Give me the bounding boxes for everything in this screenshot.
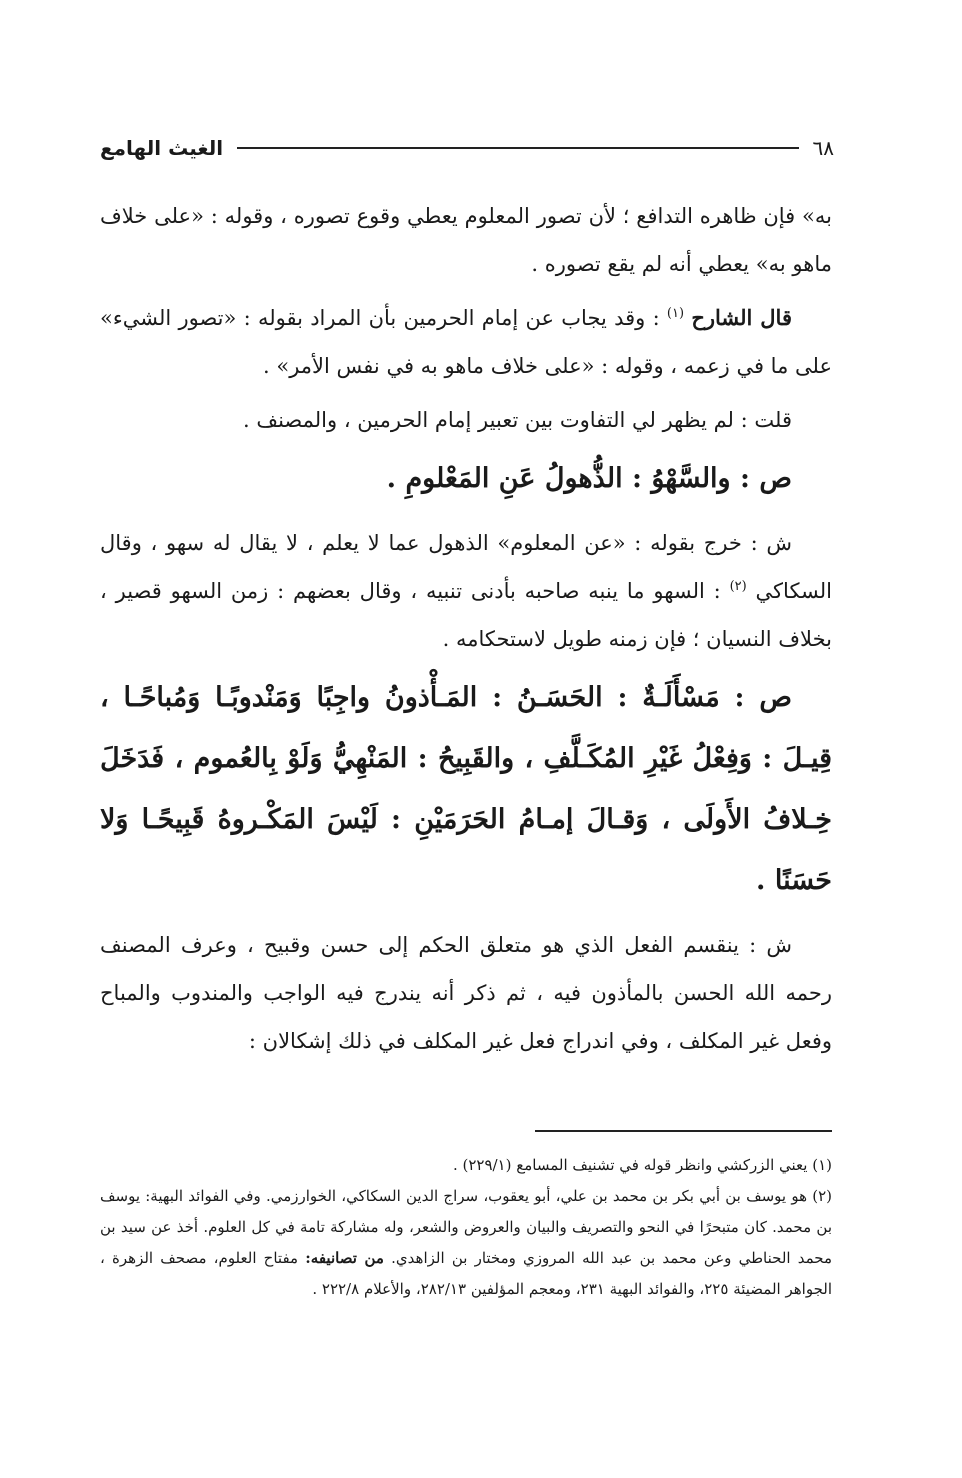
footnote-2-text-b: مفتاح العلوم، مصحف الزهرة ، الجواهر المضيئة ٢٢٥، والفوائد البهية ٢٣١، ومعجم المؤلفين ٢٨٢/١٣، والأعلام ٢٢٢/٨ .	[100, 1249, 832, 1298]
footnote-2	[100, 1181, 832, 1305]
paragraph-2	[100, 294, 832, 390]
matn-masala: ص : مَسْأَلَـةٌ : الحَسَـنُ : المَـأْذونُ واجِبًا وَمَنْدوبًـا وَمُباحًـا ، قِيـلَ : وَفِعْلُ غَيْرِ المُكَـلَّفِ ، والقَبِيحُ : المَنْهِيُّ وَلَوْ بِالعُموم ، فَدَخَلَ خِـلافُ الأَولَى ، وَقـالَ إمـامُ الحَرَمَيْنِ : لَيْسَ المَكْـروهُ قَبِيحًـا وَلا حَسَنًا .	[100, 682, 832, 896]
footnote-2-text-a: (٢) هو يوسف بن أبي بكر بن محمد بن علي، أبو يعقوب، سراج الدين السكاكي، الخوارزمي. وفي الفوائد البهية: يوسف بن محمد. كان متبحرًا في النحو والتصريف والبيان والعروض والشعر، وله مشاركة تامة في كل العلوم. أخذ عن سيد بن محمد الحناطي وعن محمد بن عبد الله المروزي ومختار بن الزاهدي.	[100, 1187, 832, 1267]
matn-sahw: ص : والسَّهْوُ : الذُّهولُ عَنِ المَعْلومِ .	[386, 463, 792, 494]
main-text	[100, 192, 832, 1065]
paragraph-1: به» فإن ظاهره التدافع ؛ لأن تصور المعلوم يعطي وقوع تصوره ، وقوله : «على خلاف ماهو به» يعطي أنه لم يقع تصوره .	[100, 204, 833, 276]
header-rule	[237, 147, 798, 149]
footnote-separator	[535, 1130, 832, 1135]
paragraph-7: ش : ينقسم الفعل الذي هو متعلق الحكم إلى حسن وقبيح ، وعرف المصنف رحمه الله الحسن بالمأذون فيه ، ثم ذكر أنه يندرج فيه الواجب والمندوب والمباح وفعل غير المكلف ، وفي اندراج فعل غير المكلف في ذلك إشكالان :	[100, 933, 832, 1053]
book-title: الغيث الهامع	[100, 136, 224, 160]
footnote-ref-1[interactable]: (١)	[666, 306, 685, 321]
footnotes	[100, 1150, 832, 1305]
footnote-2-label: من تصانيفه:	[305, 1249, 384, 1267]
page-number: ٦٨	[812, 136, 834, 160]
commentator-label: قال الشارح	[691, 305, 792, 330]
paragraph-3: قلت : لم يظهر لي التفاوت بين تعبير إمام الحرمين ، والمصنف .	[243, 408, 792, 432]
paragraph-2-text: : وقد يجاب عن إمام الحرمين بأن المراد بقوله : «تصور الشيء» على ما في زعمه ، وقوله : «على خلاف ماهو به في نفس الأمر» .	[100, 306, 832, 378]
footnote-1: (١) يعني الزركشي وانظر قوله في تشنيف المسامع (٢٢٩/١) .	[452, 1156, 832, 1174]
paragraph-5	[100, 519, 832, 663]
footnote-ref-2[interactable]: (٢)	[729, 579, 747, 594]
running-header	[100, 128, 834, 168]
paragraph-5-text-a: ش : خرج بقوله : «عن المعلوم» الذهول عما لا يعلم ، لا يقال له سهو ، وقال السكاكي	[100, 531, 833, 603]
paragraph-5-text-b: : السهو ما ينبه صاحبه بأدنى تنبيه ، وقال بعضهم : زمن السهو قصير ، بخلاف النسيان ؛ فإن زمنه طويل لاستحكامه .	[100, 579, 832, 651]
